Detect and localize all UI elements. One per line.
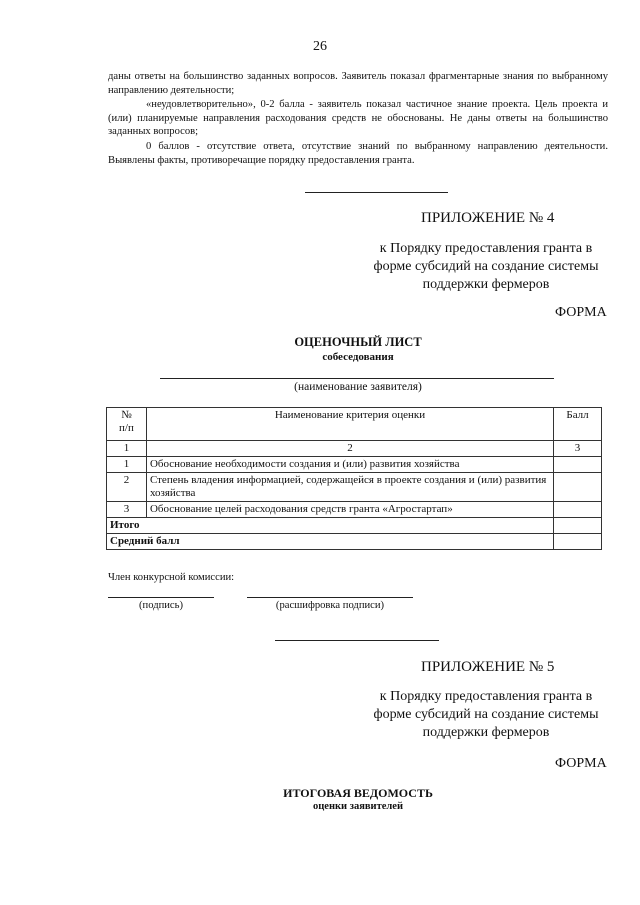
appendix-4-line-1: к Порядку предоставления гранта в: [379, 241, 593, 256]
appendix-5-line-2: форме субсидий на создание системы: [373, 707, 599, 722]
separator-line: [305, 192, 448, 193]
row-criterion: Степень владения информацией, содержащейся в проекте создания и (или) развития хозяйства: [146, 473, 553, 502]
index-cell-1: 1: [107, 441, 147, 457]
row-num: 1: [107, 457, 147, 473]
average-row: [107, 534, 602, 550]
appendix-5-title: ПРИЛОЖЕНИЕ № 5: [421, 659, 555, 675]
intro-paragraph-3: [108, 140, 608, 167]
table-row: [107, 502, 602, 518]
total-score[interactable]: [554, 518, 602, 534]
table-row: [107, 457, 602, 473]
header-name: Наименование критерия оценки: [146, 408, 553, 441]
applicant-name-line: [160, 378, 554, 379]
intro-paragraph-1: [108, 70, 608, 97]
row-num: 3: [107, 502, 147, 518]
header-num: № п/п: [107, 408, 147, 441]
average-score[interactable]: [554, 534, 602, 550]
form-label: ФОРМА: [555, 756, 607, 771]
table-header-row: [107, 408, 602, 441]
final-subtitle: оценки заявителей: [312, 801, 404, 812]
intro-text-1: даны ответы на большинство заданных вопросов. Заявитель показал фрагментарные знания по выбранному направлению деятельности;: [108, 71, 608, 96]
signature-decode-caption: (расшифровка подписи): [275, 600, 385, 611]
criteria-table: [106, 407, 602, 550]
appendix-4-title: ПРИЛОЖЕНИЕ № 4: [421, 210, 555, 226]
appendix-5-caption: [356, 688, 616, 742]
appendix-4-line-2: форме субсидий на создание системы: [373, 259, 599, 274]
final-title: ИТОГОВАЯ ВЕДОМОСТЬ: [283, 786, 433, 800]
separator-line: [275, 640, 439, 641]
form-label: ФОРМА: [555, 305, 607, 320]
intro-text-3: 0 баллов - отсутствие ответа, отсутствие знаний по выбранному направлению деятельности. Выявлены факты, противоречащие порядку предоставления гранта.: [108, 141, 608, 166]
row-criterion: Обоснование целей расходования средств гранта «Агростартап»: [146, 502, 553, 518]
sheet-title: ОЦЕНОЧНЫЙ ЛИСТ: [294, 335, 422, 349]
appendix-4-caption: [356, 240, 616, 294]
appendix-4-line-3: поддержки фермеров: [422, 277, 550, 292]
signature-caption: (подпись): [139, 600, 183, 611]
intro-text-2: «неудовлетворительно», 0-2 балла - заявитель показал частичное знание проекта. Цель проекта и (или) планируемые направления расходования средств не обоснованы. Не даны ответы на большинство заданных вопросов;: [108, 99, 608, 138]
appendix-5-line-3: поддержки фермеров: [422, 725, 550, 740]
total-row: [107, 518, 602, 534]
table-index-row: [107, 441, 602, 457]
row-score[interactable]: [554, 457, 602, 473]
table-row: [107, 473, 602, 502]
header-score: Балл: [554, 408, 602, 441]
commission-member-label: Член конкурсной комиссии:: [108, 572, 235, 583]
row-score[interactable]: [554, 473, 602, 502]
applicant-caption: (наименование заявителя): [294, 381, 422, 393]
sheet-subtitle: собеседования: [322, 351, 394, 363]
index-cell-3: 3: [554, 441, 602, 457]
average-label: Средний балл: [107, 534, 554, 550]
signature-decode-line[interactable]: [247, 597, 413, 598]
total-label: Итого: [107, 518, 554, 534]
row-score[interactable]: [554, 502, 602, 518]
signature-line[interactable]: [108, 597, 214, 598]
row-num: 2: [107, 473, 147, 502]
appendix-5-line-1: к Порядку предоставления гранта в: [379, 689, 593, 704]
index-cell-2: 2: [146, 441, 553, 457]
page-number: 26: [313, 39, 327, 54]
intro-paragraph-2: [108, 98, 608, 139]
row-criterion: Обоснование необходимости создания и (или) развития хозяйства: [146, 457, 553, 473]
